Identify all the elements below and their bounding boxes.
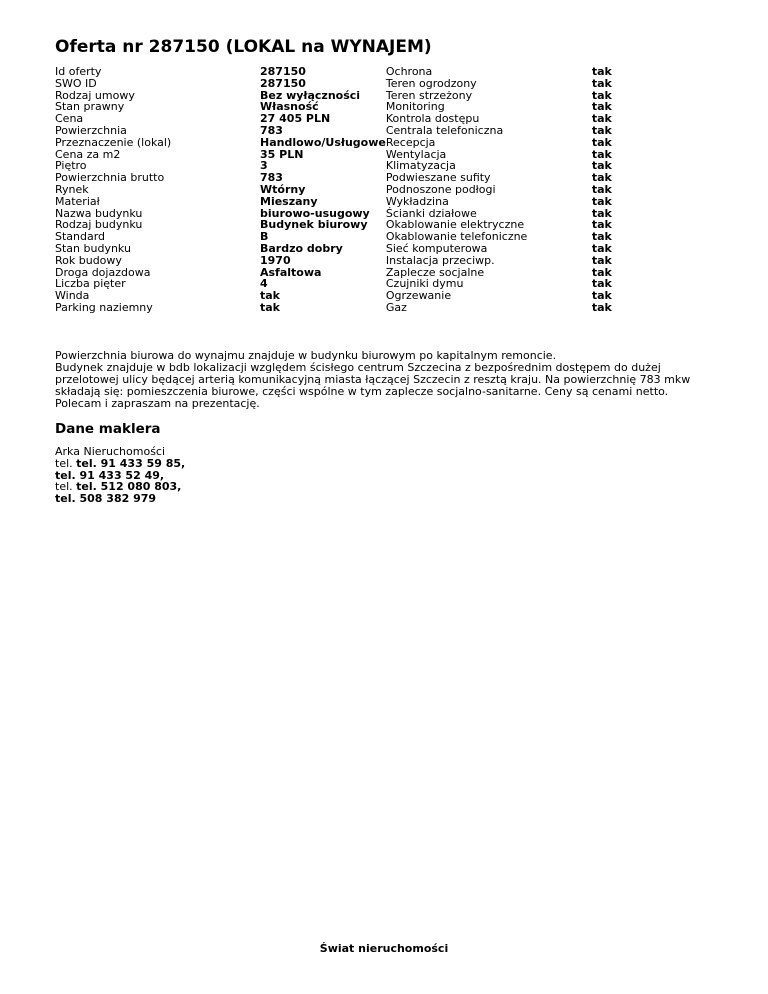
feature-label: Teren strzeżony — [385, 88, 473, 102]
table-row — [55, 137, 632, 149]
feature-value: tak — [591, 300, 612, 314]
table-row — [55, 243, 632, 255]
feature-value: tak — [591, 230, 612, 244]
table-row — [55, 149, 632, 161]
feature-label: Instalacja przeciwp. — [385, 253, 495, 267]
property-label: Rok budowy — [55, 253, 122, 267]
property-label: Materiał — [55, 194, 100, 208]
feature-value: tak — [591, 277, 612, 291]
property-label: Piętro — [55, 159, 87, 173]
property-value: 35 PLN — [260, 147, 304, 161]
table-row — [55, 278, 632, 290]
property-value: 1970 — [260, 253, 291, 267]
feature-value: tak — [591, 218, 612, 232]
feature-label: Centrala telefoniczna — [385, 123, 504, 137]
feature-label: Ochrona — [385, 65, 433, 78]
property-label: Stan prawny — [55, 100, 125, 114]
tel-prefix: tel. — [55, 456, 73, 470]
table-row — [55, 101, 632, 113]
property-label: Nazwa budynku — [55, 206, 143, 220]
feature-label: Gaz — [385, 300, 407, 314]
property-label: Powierzchnia — [55, 123, 127, 137]
feature-label: Ścianki działowe — [385, 206, 477, 220]
table-row — [55, 184, 632, 196]
feature-value: tak — [591, 265, 612, 279]
property-label: Liczba pięter — [55, 277, 126, 291]
feature-value: tak — [591, 76, 612, 90]
agent-section-heading: Dane maklera — [55, 421, 161, 437]
feature-value: tak — [591, 182, 612, 196]
feature-value: tak — [591, 241, 612, 255]
table-row — [55, 219, 632, 231]
footer-brand: Świat nieruchomości — [319, 942, 449, 955]
property-table — [55, 66, 632, 314]
tel-prefix: tel. — [55, 480, 73, 494]
feature-value: tak — [591, 253, 612, 267]
property-value: 27 405 PLN — [260, 112, 331, 126]
property-label: Parking naziemny — [55, 300, 153, 314]
feature-label: Ogrzewanie — [385, 289, 452, 303]
feature-value: tak — [591, 65, 612, 78]
table-row — [55, 267, 632, 279]
property-label: Przeznaczenie (lokal) — [55, 135, 172, 149]
property-table-body — [55, 66, 632, 314]
feature-label: Kontrola dostępu — [385, 112, 480, 126]
property-value: Bardzo dobry — [260, 241, 343, 255]
feature-label: Zaplecze socjalne — [385, 265, 485, 279]
table-row — [55, 66, 632, 78]
description-line: Powierzchnia biurowa do wynajmu znajduje w budynku biurowym po kapitalnym remoncie. — [55, 349, 557, 362]
table-row — [55, 255, 632, 267]
feature-value: tak — [591, 112, 612, 126]
feature-value: tak — [591, 194, 612, 208]
table-row — [55, 90, 632, 102]
property-value: 3 — [260, 159, 268, 173]
feature-value: tak — [591, 159, 612, 173]
feature-label: Podnoszone podłogi — [385, 182, 496, 196]
property-label: SWO ID — [55, 76, 97, 90]
feature-label: Klimatyzacja — [385, 159, 456, 173]
property-value: Mieszany — [260, 194, 318, 208]
property-value: 783 — [260, 123, 283, 137]
feature-label: Recepcja — [385, 135, 436, 149]
feature-value: tak — [591, 100, 612, 114]
property-label: Winda — [55, 289, 90, 303]
property-value: Własność — [260, 100, 319, 114]
property-label: Rynek — [55, 182, 89, 196]
property-label: Rodzaj budynku — [55, 218, 143, 232]
property-value: Handlowo/Usługowe — [260, 135, 386, 149]
table-row — [55, 196, 632, 208]
agent-phone: tel. 91 433 59 85, — [76, 456, 186, 470]
feature-label: Teren ogrodzony — [385, 76, 477, 90]
feature-label: Okablowanie elektryczne — [385, 218, 525, 232]
feature-label: Czujniki dymu — [385, 277, 464, 291]
feature-label: Wentylacja — [385, 147, 447, 161]
property-value: 783 — [260, 171, 283, 185]
property-value: 287150 — [260, 65, 306, 78]
property-value: Wtórny — [260, 182, 306, 196]
agent-phone-line — [55, 493, 185, 505]
agent-phone: tel. 91 433 52 49, — [55, 468, 165, 482]
table-row — [55, 172, 632, 184]
table-row — [55, 113, 632, 125]
property-label: Droga dojazdowa — [55, 265, 151, 279]
property-label: Id oferty — [55, 65, 102, 78]
feature-label: Sieć komputerowa — [385, 241, 488, 255]
table-row — [55, 78, 632, 90]
feature-label: Podwieszane sufity — [385, 171, 491, 185]
property-label: Rodzaj umowy — [55, 88, 135, 102]
agent-phone: tel. 508 382 979 — [55, 492, 157, 506]
property-value: tak — [260, 300, 280, 314]
description-paragraph: Budynek znajduje w bdb lokalizacji względem ścisłego centrum Szczecina z bezpośrednim dostępem do dużej przelotowej ulicy będącej arterią komunikacyjną miasta łączącej Szczecin z resztą kraju. Na powierzchnię 783 mkw składają się: pomieszczenia biurowe, części wspólne w tym zaplecze socjalno-sanitarne. Ceny są cenami netto. Polecam i zapraszam na prezentację. — [55, 361, 691, 410]
table-row — [55, 231, 632, 243]
offer-description — [55, 350, 715, 410]
property-label: Powierzchnia brutto — [55, 171, 165, 185]
feature-label: Monitoring — [385, 100, 445, 114]
property-value: Asfaltowa — [260, 265, 322, 279]
property-value: 287150 — [260, 76, 306, 90]
feature-value: tak — [591, 135, 612, 149]
property-value: Bez wyłączności — [260, 88, 361, 102]
property-value: biurowo-usugowy — [260, 206, 370, 220]
feature-value: tak — [591, 88, 612, 102]
property-label: Stan budynku — [55, 241, 131, 255]
property-label: Standard — [55, 230, 106, 244]
property-value: Budynek biurowy — [260, 218, 368, 232]
property-value: B — [260, 230, 269, 244]
feature-label: Wykładzina — [385, 194, 449, 208]
feature-value: tak — [591, 123, 612, 137]
agent-phone: tel. 512 080 803, — [76, 480, 182, 494]
agent-contact — [55, 446, 185, 505]
feature-value: tak — [591, 171, 612, 185]
feature-value: tak — [591, 147, 612, 161]
feature-value: tak — [591, 206, 612, 220]
property-label: Cena — [55, 112, 84, 126]
page-title: Oferta nr 287150 (LOKAL na WYNAJEM) — [55, 37, 432, 57]
table-row — [55, 302, 632, 314]
property-value: tak — [260, 289, 280, 303]
property-label: Cena za m2 — [55, 147, 121, 161]
feature-label: Okablowanie telefoniczne — [385, 230, 528, 244]
property-value: 4 — [260, 277, 268, 291]
table-row — [55, 125, 632, 137]
feature-value: tak — [591, 289, 612, 303]
agent-company: Arka Nieruchomości — [55, 445, 166, 458]
